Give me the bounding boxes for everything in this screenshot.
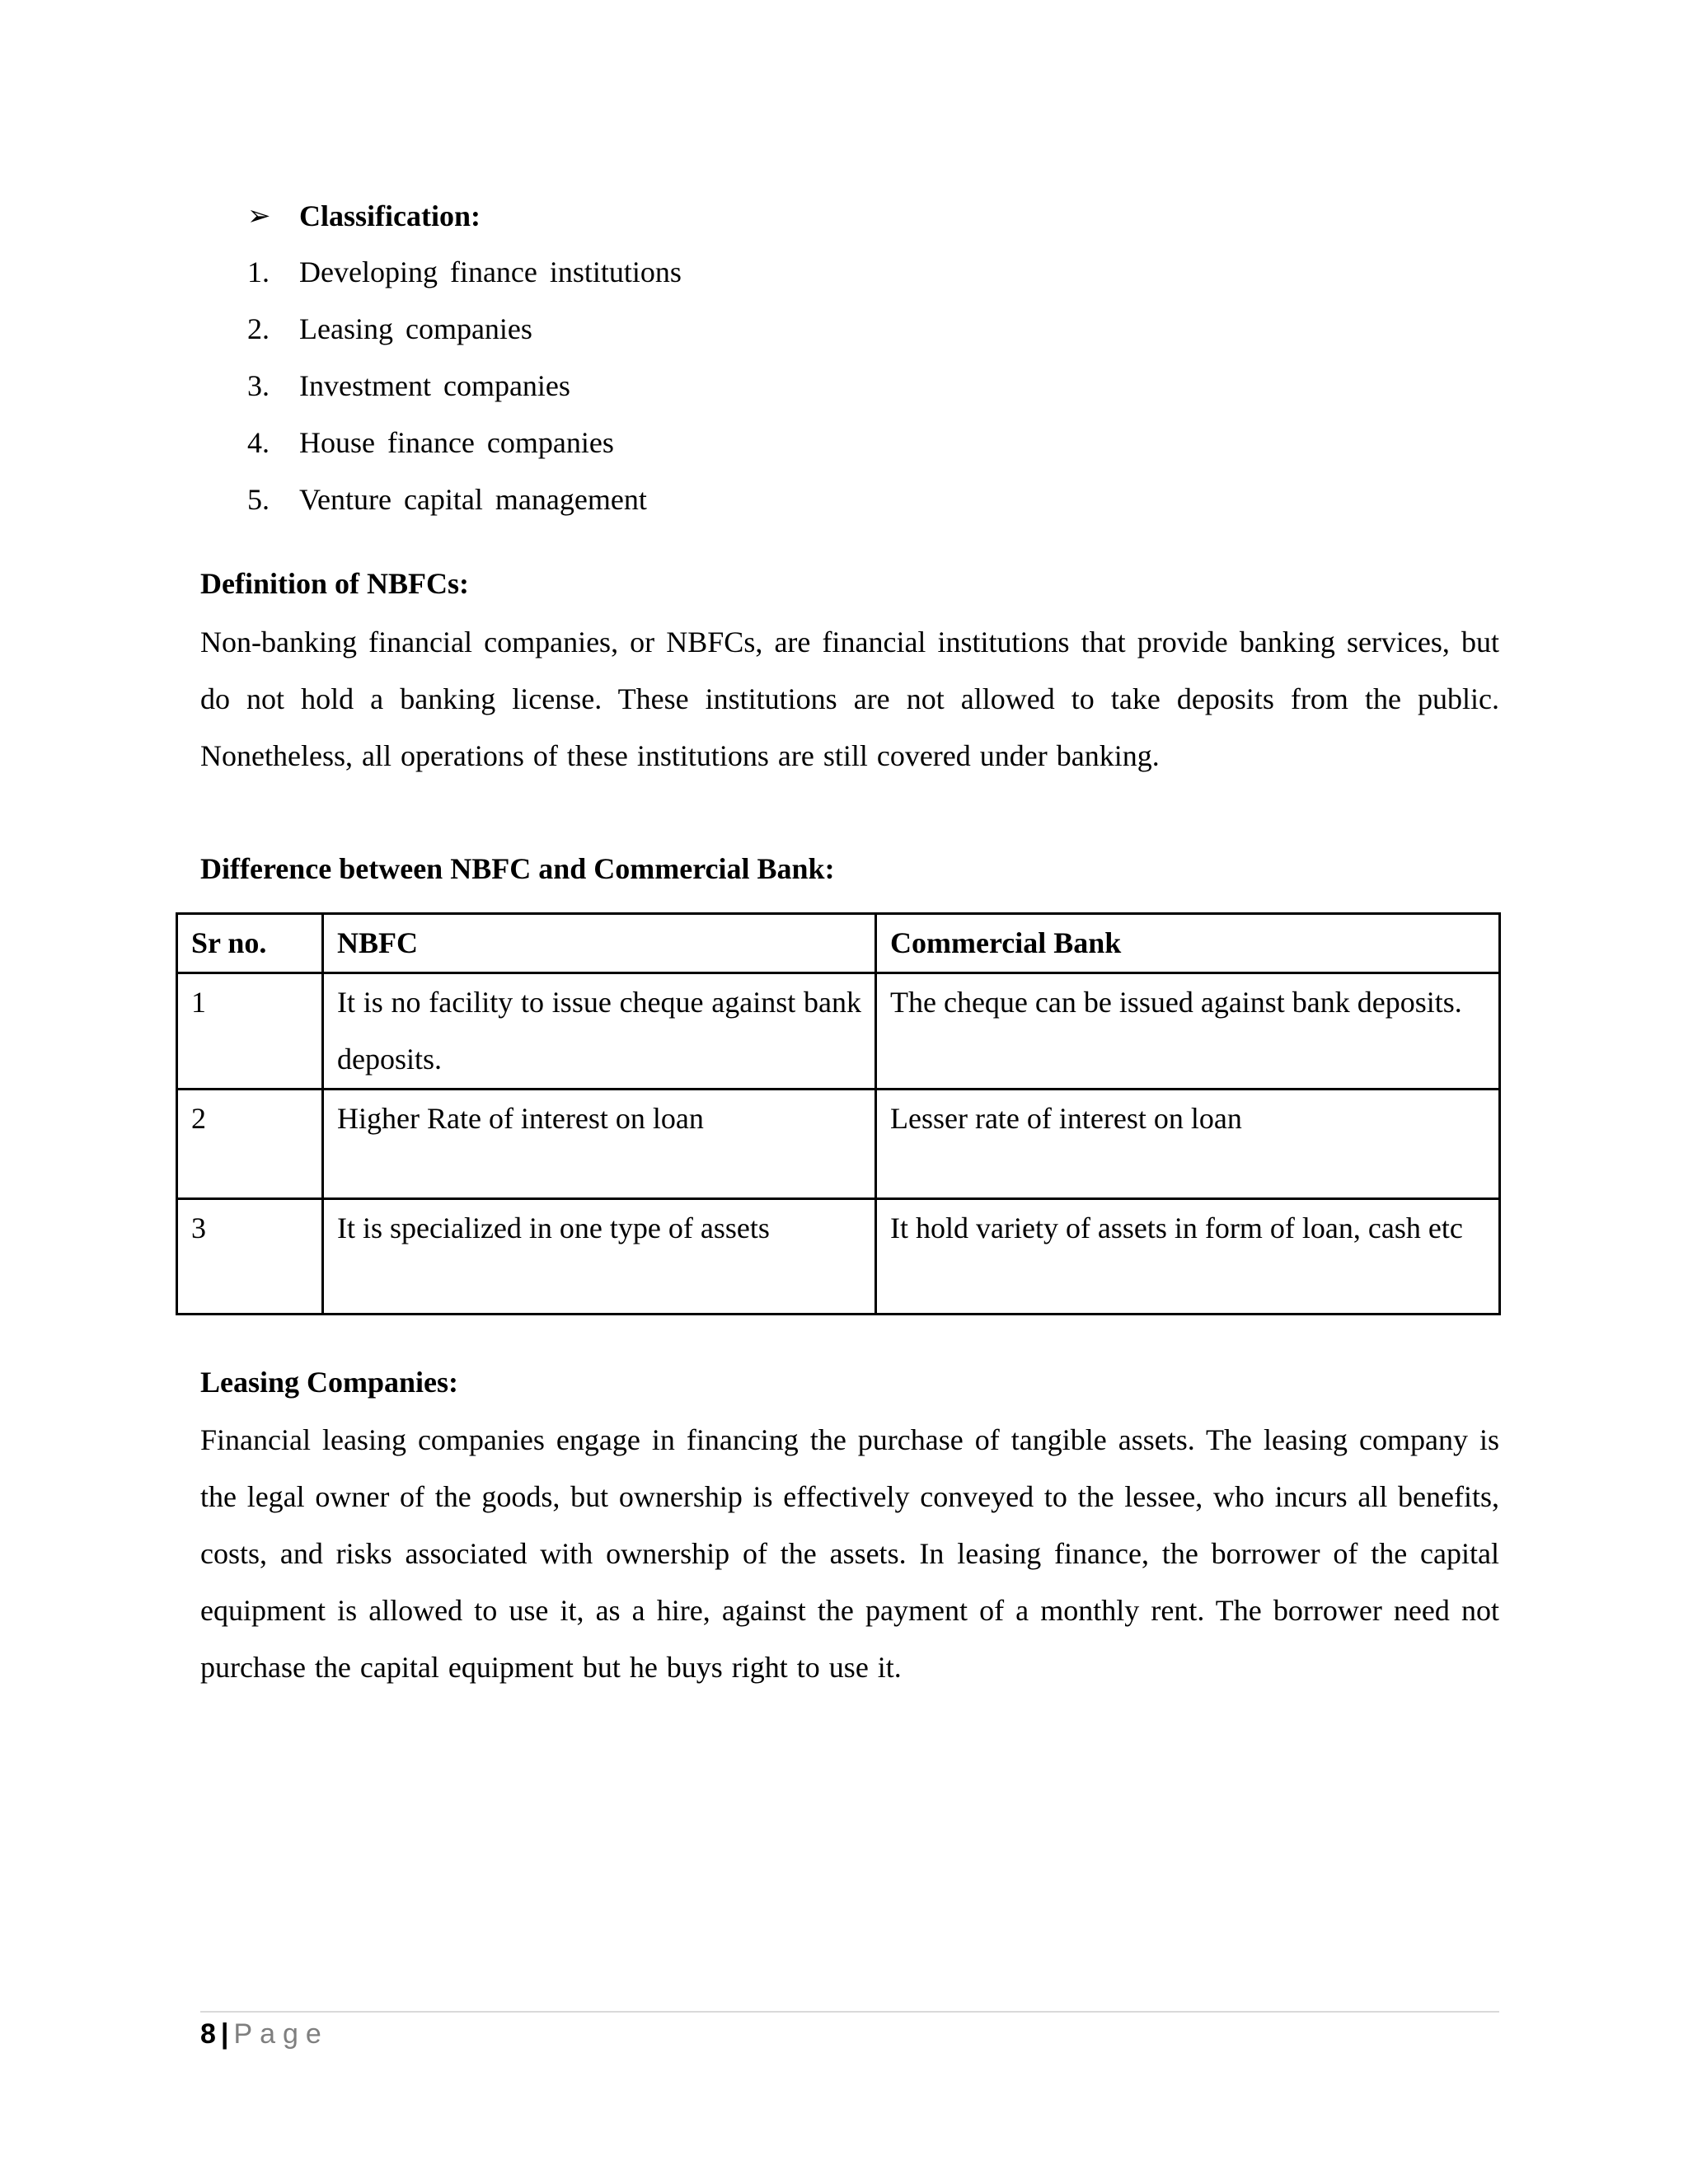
table-cell-nbfc: Higher Rate of interest on loan (323, 1090, 876, 1199)
column-header-sr-no: Sr no. (177, 914, 323, 973)
table-cell-bank: The cheque can be issued against bank deposits. (876, 973, 1500, 1090)
leasing-heading: Leasing Companies: (200, 1366, 459, 1399)
table-cell-bank: Lesser rate of interest on loan (876, 1090, 1500, 1199)
list-item-text: Investment companies (299, 369, 570, 402)
table-cell-nbfc: It is specialized in one type of assets (323, 1199, 876, 1315)
table-cell-bank: It hold variety of assets in form of loan, cash etc (876, 1199, 1500, 1315)
table-row (177, 1199, 1500, 1315)
table-cell-nbfc: It is no facility to issue cheque against bank deposits. (323, 973, 876, 1090)
list-item-text: Leasing companies (299, 312, 532, 345)
list-item-number: 1. (247, 255, 270, 288)
page-label: Page (233, 2018, 329, 2050)
definition-heading: Definition of NBFCs: (200, 567, 469, 600)
table-cell-sr: 2 (177, 1090, 323, 1199)
page-footer (200, 2016, 329, 2052)
definition-paragraph: Non-banking financial companies, or NBFCs, are financial institutions that provide banking services, but do not hold a banking license. These institutions are not allowed to take deposits from the public. Nonetheless, all operations of these institutions are still covered under banking. (200, 626, 1499, 772)
footer-divider (200, 2011, 1499, 2013)
table-header-row (177, 914, 1500, 973)
list-item-number: 3. (247, 369, 270, 402)
list-item-text: Developing finance institutions (299, 255, 682, 288)
list-item-number: 2. (247, 312, 270, 345)
list-item-text: House finance companies (299, 426, 614, 459)
list-item-number: 4. (247, 426, 270, 459)
list-item-number: 5. (247, 483, 270, 516)
column-header-commercial-bank: Commercial Bank (876, 914, 1500, 973)
list-item-text: Venture capital management (299, 483, 647, 516)
difference-heading: Difference between NBFC and Commercial Bank: (200, 852, 835, 885)
table-cell-sr: 1 (177, 973, 323, 1090)
footer-separator: | (220, 2018, 229, 2050)
arrow-bullet-icon: ➢ (247, 199, 271, 232)
leasing-paragraph: Financial leasing companies engage in financing the purchase of tangible assets. The leasing company is the legal owner of the goods, but ownership is effectively conveyed to the lessee, who incurs all benefits, costs, and risks associated with ownership of the assets. In leasing finance, the borrower of the capital equipment is allowed to use it, as a hire, against the payment of a monthly rent. The borrower need not purchase the capital equipment but he buys right to use it. (200, 1423, 1499, 1684)
table-row (177, 1090, 1500, 1199)
column-header-nbfc: NBFC (323, 914, 876, 973)
comparison-table (176, 912, 1501, 1315)
table-cell-sr: 3 (177, 1199, 323, 1315)
page-number: 8 (200, 2018, 216, 2050)
classification-heading-label: Classification: (299, 199, 481, 232)
table-row (177, 973, 1500, 1090)
